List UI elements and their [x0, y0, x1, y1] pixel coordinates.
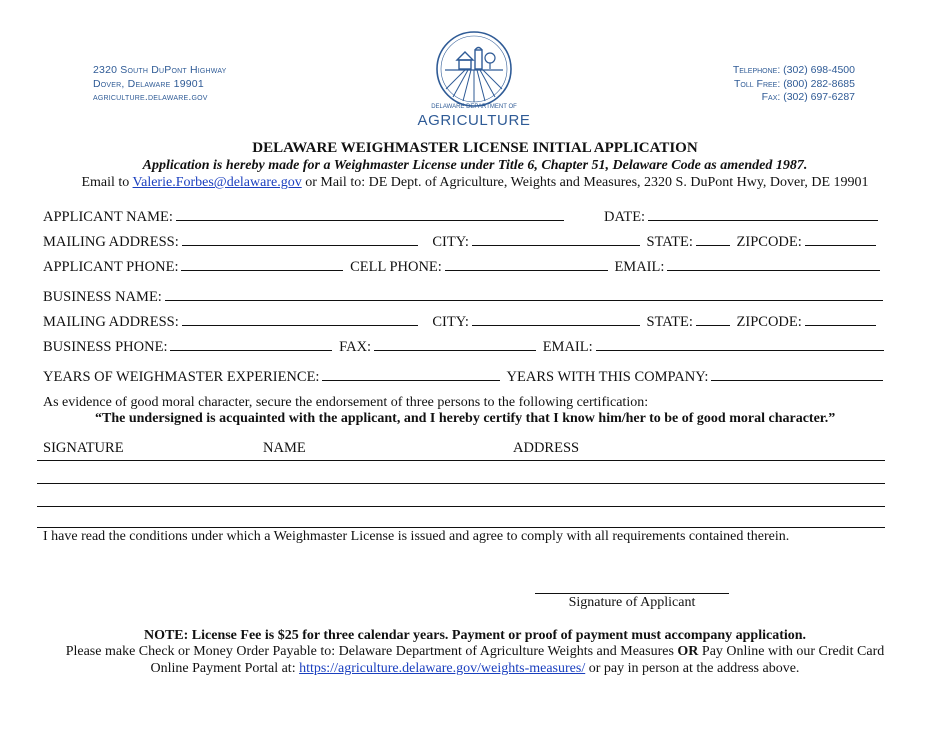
business-mailing-address-field[interactable] [182, 311, 418, 326]
business-phone-label: BUSINESS PHONE: [43, 339, 168, 355]
department-logo-icon [435, 30, 513, 108]
applicant-phone-label: APPLICANT PHONE: [43, 259, 179, 275]
payment-portal-link[interactable]: https://agriculture.delaware.gov/weights-measures/ [299, 661, 586, 676]
department-address [93, 64, 227, 105]
business-email-label: EMAIL: [542, 339, 593, 355]
business-zipcode-label: ZIPCODE: [736, 314, 802, 330]
business-name-row [43, 286, 886, 306]
website-text: agriculture.delaware.gov [93, 91, 208, 103]
department-name-small: DELAWARE DEPARTMENT OF [431, 104, 517, 110]
col-name: NAME [263, 440, 306, 456]
payment-or: OR [677, 644, 699, 659]
form-subtitle: Application is hereby made for a Weighmaster License under Title 6, Chapter 51, Delaware Code as amended 1987. [142, 158, 808, 173]
applicant-mailing-address-row [43, 231, 879, 251]
portal-prefix: Online Payment Portal at: [150, 661, 296, 676]
toll-free-text: Toll Free: (800) 282-8685 [733, 77, 855, 90]
applicant-phone-field[interactable] [181, 256, 343, 271]
years-company-label: YEARS WITH THIS COMPANY: [506, 369, 709, 385]
endorser-line-3[interactable] [37, 506, 885, 507]
business-phone-row [43, 336, 887, 356]
city-label: CITY: [432, 234, 469, 250]
telephone-text: Telephone: (302) 698-4500 [732, 64, 855, 76]
address-line-1: 2320 South DuPont Highway [93, 64, 227, 76]
city-field[interactable] [472, 231, 640, 246]
business-name-label: BUSINESS NAME: [43, 289, 162, 305]
experience-row [43, 366, 886, 386]
date-row [604, 206, 881, 226]
applicant-signature-line[interactable] [535, 593, 729, 594]
col-address: ADDRESS [513, 440, 580, 456]
business-state-field[interactable] [696, 311, 730, 326]
business-phone-field[interactable] [170, 336, 332, 351]
business-mailing-address-label: MAILING ADDRESS: [43, 314, 179, 330]
email-link[interactable]: Valerie.Forbes@delaware.gov [132, 175, 302, 190]
cell-phone-label: CELL PHONE: [350, 259, 442, 275]
business-zipcode-field[interactable] [805, 311, 876, 326]
address-line-2: Dover, Delaware 19901 [93, 77, 204, 90]
business-city-field[interactable] [472, 311, 640, 326]
payment-online-text: Pay Online with our Credit Card [701, 644, 885, 659]
cell-phone-field[interactable] [445, 256, 608, 271]
email-field[interactable] [667, 256, 880, 271]
date-field[interactable] [648, 206, 878, 221]
date-label: DATE: [604, 209, 646, 225]
applicant-name-field[interactable] [176, 206, 564, 221]
mailing-address-label: MAILING ADDRESS: [43, 234, 179, 250]
department-contact [733, 64, 855, 105]
business-email-field[interactable] [596, 336, 884, 351]
mail-instructions: or Mail to: DE Dept. of Agriculture, Weights and Measures, 2320 S. DuPont Hwy, Dover, DE 19901 [305, 175, 869, 190]
business-state-label: STATE: [646, 314, 693, 330]
fee-note: NOTE: License Fee is $25 for three calendar years. Payment or proof of payment must accompany application. [143, 628, 807, 643]
department-name-large: AGRICULTURE [417, 112, 531, 129]
agreement-text: I have read the conditions under which a Weighmaster License is issued and agree to comply with all requirements contained therein. [43, 529, 790, 544]
business-fax-label: FAX: [339, 339, 372, 355]
state-field[interactable] [696, 231, 730, 246]
col-signature: SIGNATURE [43, 440, 124, 456]
years-company-field[interactable] [711, 366, 883, 381]
endorser-line-4[interactable] [37, 527, 885, 528]
payment-instructions [0, 644, 950, 660]
business-city-label: CITY: [432, 314, 469, 330]
submission-instructions [0, 175, 950, 191]
zipcode-field[interactable] [805, 231, 876, 246]
applicant-name-row [43, 206, 567, 226]
mailing-address-field[interactable] [182, 231, 418, 246]
endorsement-intro: As evidence of good moral character, secure the endorsement of three persons to the following certification: [43, 395, 649, 410]
years-experience-label: YEARS OF WEIGHMASTER EXPERIENCE: [43, 369, 320, 385]
email-prefix: Email to [81, 175, 130, 190]
applicant-signature-label: Signature of Applicant [568, 595, 696, 610]
fax-text: Fax: (302) 697-6287 [761, 91, 855, 103]
business-fax-field[interactable] [374, 336, 536, 351]
form-title: DELAWARE WEIGHMASTER LICENSE INITIAL APPLICATION [252, 140, 698, 156]
endorsement-certification: “The undersigned is acquainted with the applicant, and I hereby certify that I know him/her to be of good moral character.” [95, 411, 836, 426]
zipcode-label: ZIPCODE: [736, 234, 802, 250]
business-name-field[interactable] [165, 286, 883, 301]
years-experience-field[interactable] [322, 366, 500, 381]
portal-suffix: or pay in person at the address above. [588, 661, 800, 676]
applicant-name-label: APPLICANT NAME: [43, 209, 173, 225]
email-label: EMAIL: [614, 259, 665, 275]
payment-check-text: Please make Check or Money Order Payable to: Delaware Department of Agriculture Weights and Measures [65, 644, 674, 659]
endorser-line-2[interactable] [37, 483, 885, 484]
endorser-line-1[interactable] [37, 460, 885, 461]
state-label: STATE: [646, 234, 693, 250]
business-mailing-address-row [43, 311, 879, 331]
payment-portal [0, 661, 950, 677]
applicant-phone-row [43, 256, 883, 276]
